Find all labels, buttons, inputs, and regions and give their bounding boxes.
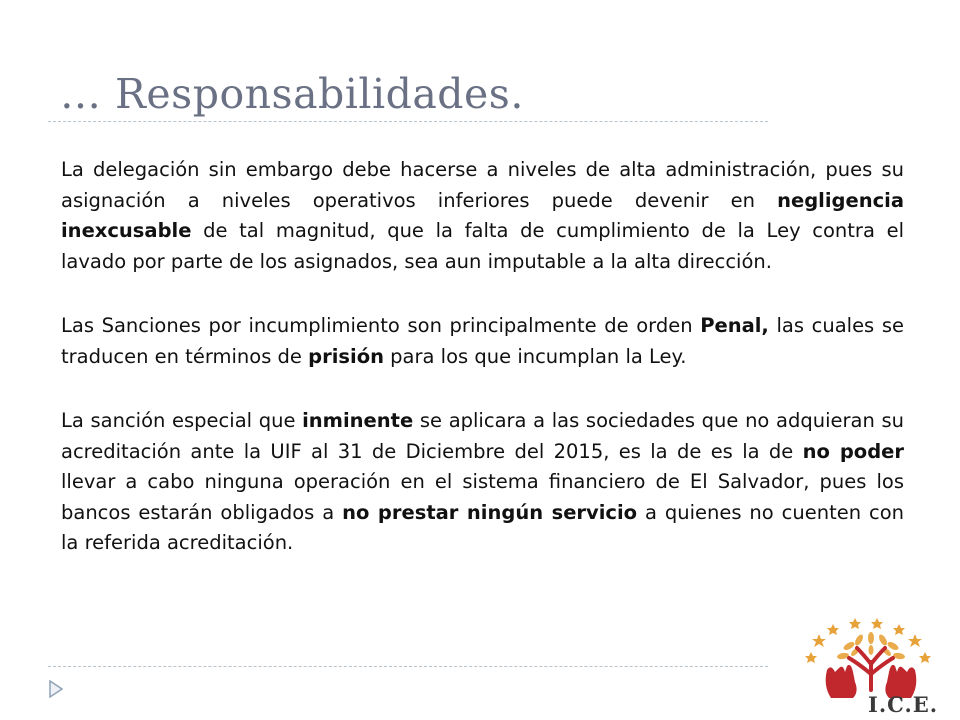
bullet-arrow-icon bbox=[49, 680, 63, 698]
emphasis-text: inminente bbox=[302, 409, 414, 432]
paragraph-sancion-especial bbox=[61, 406, 904, 559]
body-text-run: de tal magnitud, que la falta de cumplimiento de la Ley contra el lavado por parte de los asignados, sea aun imputable a la alta dirección. bbox=[61, 219, 904, 273]
body-text-run: Las Sanciones por incumplimiento son principalmente de orden bbox=[61, 314, 701, 337]
emphasis-text: no poder bbox=[802, 439, 904, 463]
emphasis-text: no prestar ningún servicio bbox=[342, 500, 638, 524]
body-text-run: para los que incumplan la Ley. bbox=[383, 344, 687, 368]
body-text-run: a quienes no cuenten con la referida acreditación. bbox=[61, 500, 904, 554]
emphasis-text: negligencia inexcusable bbox=[61, 188, 904, 242]
emphasis-text: Penal, bbox=[700, 314, 769, 337]
title-divider bbox=[48, 121, 768, 122]
body-text-run: llevar a cabo ninguna operación en el sistema financiero de El Salvador, pues los bancos estarán obligados a bbox=[61, 470, 904, 524]
footer-divider bbox=[48, 666, 768, 667]
body-text-run: La delegación sin embargo debe hacerse a niveles de alta administración, pues su asignación a niveles operativos inferiores puede devenir en bbox=[61, 158, 904, 212]
slide-body bbox=[61, 155, 904, 559]
paragraph-delegacion bbox=[61, 155, 904, 277]
body-text-run: La sanción especial que bbox=[61, 409, 303, 432]
logo-text: I.C.E. bbox=[868, 692, 939, 717]
emphasis-text: prisión bbox=[308, 344, 384, 368]
body-text-run: se aplicara a las sociedades que no adquieran su acreditación ante la UIF al 31 de Diciembre del 2015, es la de es la de bbox=[61, 409, 904, 463]
slide-title: … Responsabilidades. bbox=[60, 70, 524, 118]
paragraph-sanciones bbox=[61, 311, 904, 372]
body-text-run: las cuales se traducen en términos de bbox=[61, 314, 905, 368]
